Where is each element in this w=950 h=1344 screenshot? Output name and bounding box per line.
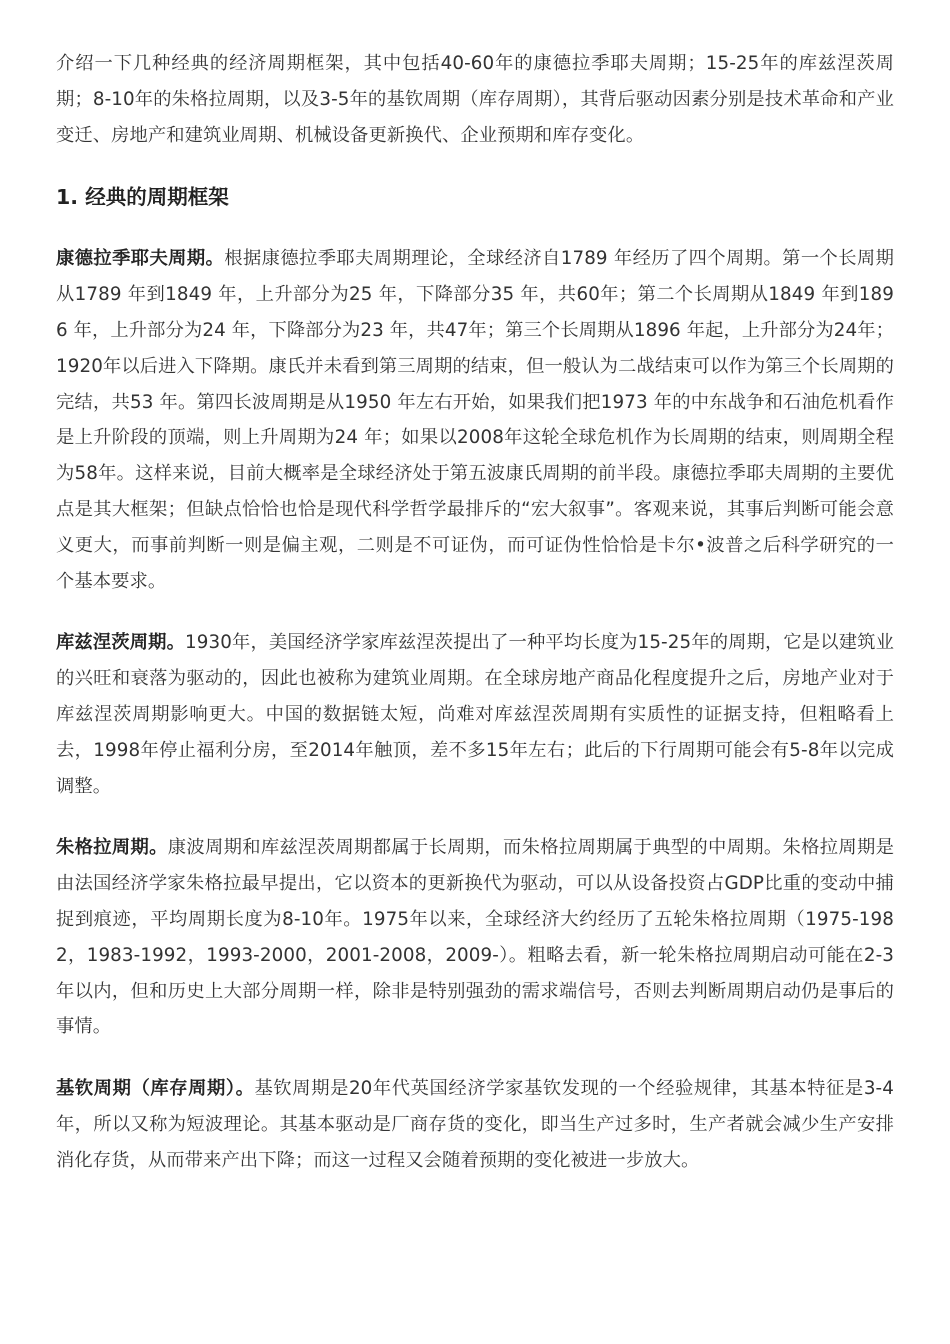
kondratiev-title: 康德拉季耶夫周期。 [56, 248, 225, 270]
kondratiev-body: 根据康德拉季耶夫周期理论，全球经济自1789 年经历了四个周期。第一个长周期从1789 年到1849 年，上升部分为25 年，下降部分35 年，共60年；第二个长周期从1849 年到1896 年，上升部分为24 年，下降部分为23 年，共47年；第三个长周期从1896 年起，上升部分为24年；1920年以后进入下降期。康氏并未看到第三周期的结束，但一般认为二战结束可以作为第三个长周期的完结，共53 年。第四长波周期是从1950 年左右开始，如果我们把1973 年的中东战争和石油危机看作是上升阶段的顶端，则上升周期为24 年；如果以2008年这轮全球危机作为长周期的结束，则周期全程为58年。这样来说，目前大概率是全球经济处于第五波康氏周期的前半段。康德拉季耶夫周期的主要优点是其大框架；但缺点恰恰也恰是现代科学哲学最排斥的“宏大叙事”。客观来说，其事后判断可能会意义更大，而事前判断一则是偏主观，二则是不可证伪，而可证伪性恰恰是卡尔•波普之后科学研究的一个基本要求。 [56, 248, 894, 592]
article [56, 46, 894, 1205]
kitchin-title: 基钦周期（库存周期）。 [56, 1078, 255, 1100]
kitchin-body: 基钦周期是20年代英国经济学家基钦发现的一个经验规律，其基本特征是3-4年，所以又称为短波理论。其基本驱动是厂商存货的变化，即当生产过多时，生产者就会减少生产安排消化存货，从而带来产出下降；而这一过程又会随着预期的变化被进一步放大。 [56, 1078, 894, 1171]
kondratiev-paragraph [56, 241, 894, 599]
juglar-title: 朱格拉周期。 [56, 837, 168, 859]
juglar-body: 康波周期和库兹涅茨周期都属于长周期，而朱格拉周期属于典型的中周期。朱格拉周期是由法国经济学家朱格拉最早提出，它以资本的更新换代为驱动，可以从设备投资占GDP比重的变动中捕捉到痕迹，平均周期长度为8-10年。1975年以来，全球经济大约经历了五轮朱格拉周期（1975-1982，1983-1992，1993-2000，2001-2008，2009-）。粗略去看，新一轮朱格拉周期启动可能在2-3年以内，但和历史上大部分周期一样，除非是特别强劲的需求端信号，否则去判断周期启动仍是事后的事情。 [56, 837, 894, 1038]
kuznets-body: 1930年，美国经济学家库兹涅茨提出了一种平均长度为15-25年的周期，它是以建筑业的兴旺和衰落为驱动的，因此也被称为建筑业周期。在全球房地产商品化程度提升之后，房地产业对于库兹涅茨周期影响更大。中国的数据链太短，尚难对库兹涅茨周期有实质性的证据支持，但粗略看上去，1998年停止福利分房，至2014年触顶，差不多15年左右；此后的下行周期可能会有5-8年以完成调整。 [56, 632, 894, 797]
kuznets-title: 库兹涅茨周期。 [56, 632, 186, 654]
section-heading: 1. 经典的周期框架 [56, 185, 229, 210]
intro-paragraph: 介绍一下几种经典的经济周期框架，其中包括40-60年的康德拉季耶夫周期；15-25年的库兹涅茨周期；8-10年的朱格拉周期，以及3-5年的基钦周期（库存周期），其背后驱动因素分别是技术革命和产业变迁、房地产和建筑业周期、机械设备更新换代、企业预期和库存变化。 [56, 53, 894, 146]
juglar-paragraph [56, 830, 894, 1045]
kuznets-paragraph [56, 625, 894, 804]
kitchin-paragraph [56, 1071, 894, 1178]
